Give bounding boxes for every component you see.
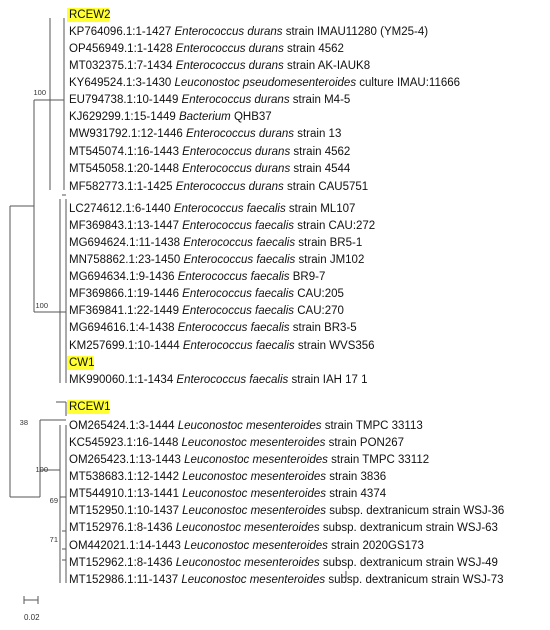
strain-description: strain IAH 17 1 [288, 374, 368, 386]
species-name: Enterococcus faecalis [180, 254, 296, 266]
leaf-label [69, 471, 386, 483]
bootstrap-value: 100 [35, 465, 48, 474]
leaf-label [69, 43, 344, 55]
accession: MG694624.1:11-1438 [69, 237, 181, 249]
accession: KM257699.1:10-1444 [69, 340, 180, 352]
accession: MT152986.1:11-1437 [69, 574, 179, 586]
species-name: Enterococcus faecalis [178, 220, 295, 232]
accession: KJ629299.1:15-1449 [69, 111, 176, 123]
accession: KC545923.1:16-1448 [69, 437, 179, 449]
species-name: Bacterium [175, 111, 231, 123]
bootstrap-value: 38 [19, 418, 28, 427]
leaf-label [69, 374, 368, 386]
leaf-label [69, 163, 351, 175]
species-name: Enterococcus durans [172, 60, 284, 72]
leaf-label [69, 60, 370, 72]
species-name: Enterococcus faecalis [178, 305, 295, 317]
strain-description: CAU:205 [294, 288, 344, 300]
species-name: Enterococcus durans [171, 26, 283, 38]
leaf-label [69, 94, 350, 106]
strain-description: strain 13 [294, 128, 342, 140]
accession: MF369843.1:13-1447 [69, 220, 179, 232]
leaf-label [69, 254, 364, 266]
accession: OP456949.1:1-1428 [69, 43, 173, 55]
accession: MT032375.1:7-1434 [69, 60, 173, 72]
leaf-label [69, 237, 362, 249]
bootstrap-value: 71 [49, 535, 58, 544]
leaf-label [69, 420, 423, 432]
leaf-label [69, 203, 355, 215]
strain-description: strain CAU5751 [283, 181, 369, 193]
species-name: Enterococcus faecalis [178, 288, 295, 300]
strain-description: strain 3836 [326, 471, 387, 483]
leaf-label [69, 26, 428, 38]
query-sample-label [69, 401, 111, 413]
accession: OM265423.1:13-1443 [69, 454, 181, 466]
strain-description: strain BR5-1 [295, 237, 363, 249]
leaf-label [69, 540, 424, 552]
strain-description: strain ML107 [285, 203, 356, 215]
strain-description: strain BR3-5 [289, 322, 357, 334]
species-name: Enterococcus faecalis [174, 271, 290, 283]
accession: MT544910.1:13-1441 [69, 488, 179, 500]
leaf-label [69, 181, 368, 193]
strain-description: strain 4374 [326, 488, 387, 500]
accession: MT545058.1:20-1448 [69, 163, 179, 175]
strain-description: strain TMPC 33112 [327, 454, 430, 466]
strain-description: strain AK-IAUK8 [283, 60, 371, 72]
leaf-label [69, 340, 375, 352]
accession: MG694634.1:9-1436 [69, 271, 175, 283]
species-name: Enterococcus durans [178, 163, 291, 175]
bootstrap-value: 69 [49, 496, 58, 505]
leaf-label [69, 128, 341, 140]
accession: EU794738.1:10-1449 [69, 94, 179, 106]
accession: RCEW2 [69, 9, 111, 21]
strain-description: culture IMAU:11666 [356, 77, 461, 89]
species-name: Enterococcus faecalis [179, 340, 295, 352]
accession: MW931792.1:12-1446 [69, 128, 183, 140]
species-name: Enterococcus faecalis [170, 203, 286, 215]
strain-description: strain 4562 [283, 43, 344, 55]
species-name: Enterococcus faecalis [173, 374, 289, 386]
accession: MT152976.1:8-1436 [69, 522, 173, 534]
scale-bar-label: 0.02 [24, 613, 40, 622]
accession: MN758862.1:23-1450 [69, 254, 181, 266]
species-name: Leuconostoc mesenteroides [178, 437, 326, 449]
strain-description: strain CAU:272 [294, 220, 376, 232]
species-name: Enterococcus durans [182, 128, 295, 140]
accession: MT152950.1:10-1437 [69, 505, 179, 517]
leaf-label [69, 111, 272, 123]
strain-description: strain WVS356 [294, 340, 375, 352]
bootstrap-value: 100 [35, 301, 48, 310]
strain-description: strain 2020GS173 [327, 540, 424, 552]
leaf-label [69, 505, 504, 517]
species-name: Enterococcus durans [172, 181, 284, 193]
strain-description: subsp. dextranicum strain WSJ-73 [325, 574, 504, 586]
species-name: Enterococcus faecalis [174, 322, 290, 334]
strain-description: QHB37 [230, 111, 272, 123]
species-name: Leuconostoc mesenteroides [178, 488, 327, 500]
accession: MF369841.1:22-1449 [69, 305, 179, 317]
strain-description: strain JM102 [295, 254, 365, 266]
leaf-label [69, 77, 460, 89]
species-name: Enterococcus durans [178, 146, 291, 158]
accession: RCEW1 [69, 401, 111, 413]
accession: MF369866.1:19-1446 [69, 288, 179, 300]
strain-description: strain TMPC 33113 [321, 420, 423, 432]
species-name: Leuconostoc mesenteroides [178, 505, 327, 517]
species-name: Leuconostoc mesenteroides [178, 574, 326, 586]
accession: MT152962.1:8-1436 [69, 557, 173, 569]
leaf-label [69, 574, 504, 586]
species-name: Leuconostoc mesenteroides [178, 471, 327, 483]
leaf-label [69, 488, 387, 500]
leaf-label [69, 557, 498, 569]
species-name: Leuconostoc pseudomesenteroides [171, 77, 357, 89]
species-name: Enterococcus durans [178, 94, 290, 106]
strain-description: subsp. dextranicum strain WSJ-36 [326, 505, 505, 517]
species-name: Enterococcus durans [172, 43, 284, 55]
strain-description: strain 4562 [290, 146, 351, 158]
accession: MK990060.1:1-1434 [69, 374, 174, 386]
strain-description: strain PON267 [325, 437, 405, 449]
strain-description: strain 4544 [290, 163, 351, 175]
strain-description: BR9-7 [289, 271, 326, 283]
species-name: Leuconostoc mesenteroides [172, 522, 320, 534]
accession: LC274612.1:6-1440 [69, 203, 171, 215]
accession: OM442021.1:14-1443 [69, 540, 181, 552]
strain-description: strain IMAU11280 (YM25-4) [282, 26, 429, 38]
strain-description: CAU:270 [294, 305, 344, 317]
species-name: Leuconostoc mesenteroides [180, 454, 328, 466]
leaf-label [69, 522, 498, 534]
leaf-label [69, 220, 375, 232]
species-name: Enterococcus faecalis [180, 237, 296, 249]
leaf-label [69, 288, 344, 300]
accession: CW1 [69, 357, 95, 369]
query-sample-label [69, 357, 95, 369]
strain-description: subsp. dextranicum strain WSJ-63 [319, 522, 498, 534]
bootstrap-value: 100 [33, 88, 46, 97]
leaf-label [69, 322, 357, 334]
accession: KP764096.1:1-1427 [69, 26, 172, 38]
accession: MT545074.1:16-1443 [69, 146, 179, 158]
leaf-label [69, 305, 344, 317]
species-name: Leuconostoc mesenteroides [172, 557, 320, 569]
accession: KY649524.1:3-1430 [69, 77, 172, 89]
species-name: Leuconostoc mesenteroides [174, 420, 322, 432]
leaf-label [69, 271, 325, 283]
leaf-label [69, 146, 350, 158]
query-sample-label [69, 9, 111, 21]
strain-description: subsp. dextranicum strain WSJ-49 [319, 557, 498, 569]
accession: MF582773.1:1-1425 [69, 181, 173, 193]
species-name: Leuconostoc mesenteroides [180, 540, 328, 552]
accession: OM265424.1:3-1444 [69, 420, 175, 432]
accession: MG694616.1:4-1438 [69, 322, 175, 334]
accession: MT538683.1:12-1442 [69, 471, 179, 483]
leaf-label [69, 437, 404, 449]
strain-description: strain M4-5 [289, 94, 351, 106]
leaf-label [69, 454, 429, 466]
